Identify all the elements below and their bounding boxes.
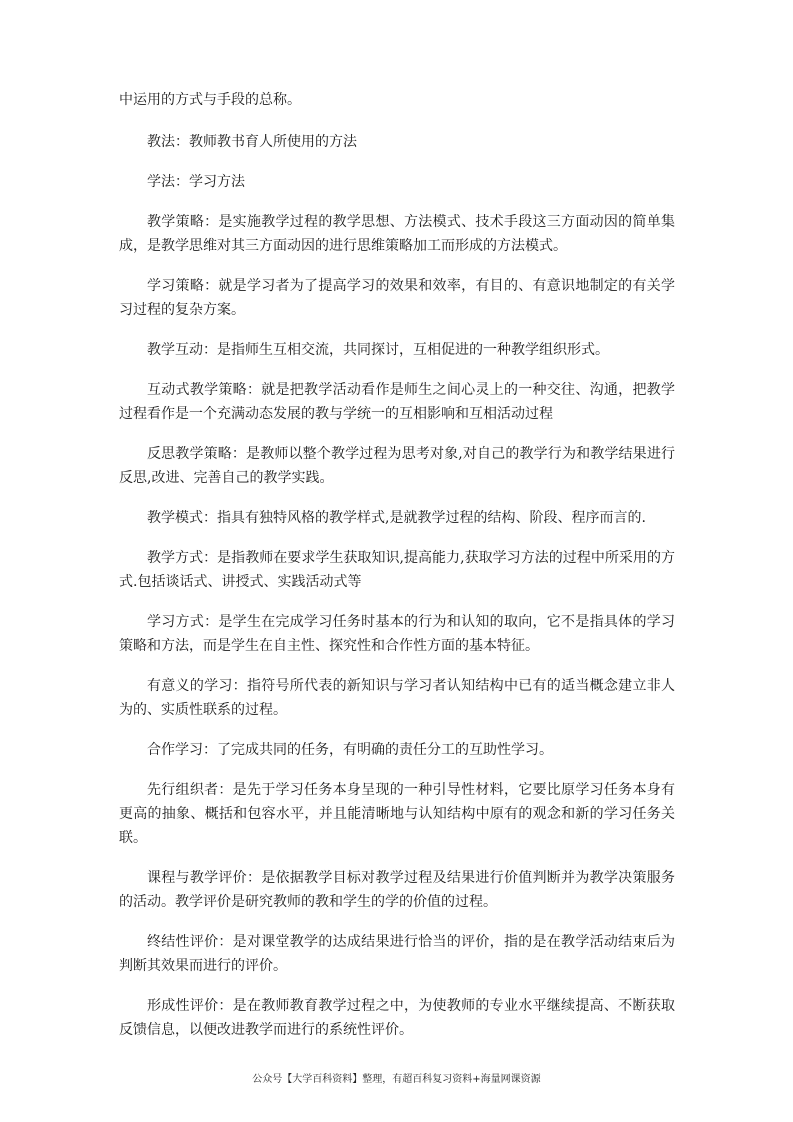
paragraph-curriculum-evaluation: 课程与教学评价：是依据教学目标对教学过程及结果进行价值判断并为教学决策服务的活动。教学评价是研究教师的教和学生的学的价值的过程。 [119, 870, 675, 910]
paragraph-teaching-mode: 教学方式：是指教师在要求学生获取知识,提高能力,获取学习方法的过程中所采用的方式.包括谈话式、讲授式、实践活动式等 [119, 550, 675, 590]
paragraph-learning-mode: 学习方式：是学生在完成学习任务时基本的行为和认知的取向，它不是指具体的学习策略和方法，而是学生在自主性、探究性和合作性方面的基本特征。 [119, 614, 675, 654]
paragraph-teaching-model: 教学模式：指具有独特风格的教学样式,是就教学过程的结构、阶段、程序而言的. [147, 510, 646, 526]
paragraph-meaningful-learning: 有意义的学习：指符号所代表的新知识与学习者认知结构中已有的适当概念建立非人为的、实质性联系的过程。 [119, 678, 675, 718]
paragraph-continuation: 中运用的方式与手段的总称。 [119, 92, 301, 108]
document-body [119, 88, 675, 1058]
page-footer: 公众号【大学百科资料】整理，有超百科复习资料+海量网课资源 [252, 1074, 541, 1085]
paragraph-interactive-strategy: 互动式教学策略：就是把教学活动看作是师生之间心灵上的一种交往、沟通，把教学过程看作是一个充满动态发展的教与学统一的互相影响和互相活动过程 [119, 382, 675, 422]
paragraph-formative-evaluation: 形成性评价：是在教师教育教学过程之中，为使教师的专业水平继续提高、不断获取反馈信息，以便改进教学而进行的系统性评价。 [119, 998, 675, 1038]
paragraph-summative-evaluation: 终结性评价：是对课堂教学的达成结果进行恰当的评价，指的是在教学活动结束后为判断其效果而进行的评价。 [119, 934, 675, 974]
paragraph-learning-strategy: 学习策略：就是学习者为了提高学习的效果和效率，有目的、有意识地制定的有关学习过程的复杂方案。 [119, 278, 675, 318]
paragraph-teaching-interaction: 教学互动：是指师生互相交流，共同探讨，互相促进的一种教学组织形式。 [147, 342, 609, 358]
paragraph-reflective-strategy: 反思教学策略：是教师以整个教学过程为思考对象,对自己的教学行为和教学结果进行反思,改进、完善自己的教学实践。 [119, 446, 675, 486]
paragraph-learning-method: 学法：学习方法 [147, 174, 245, 190]
paragraph-teaching-strategy: 教学策略：是实施教学过程的教学思想、方法模式、技术手段这三方面动因的简单集成，是教学思维对其三方面动因的进行思维策略加工而形成的方法模式。 [119, 214, 675, 254]
paragraph-advance-organizer: 先行组织者：是先于学习任务本身呈现的一种引导性材料，它要比原学习任务本身有更高的抽象、概括和包容水平，并且能清晰地与认知结构中原有的观念和新的学习任务关联。 [119, 782, 675, 846]
paragraph-cooperative-learning: 合作学习：了完成共同的任务，有明确的责任分工的互助性学习。 [147, 742, 553, 758]
paragraph-teaching-method: 教法：教师教书育人所使用的方法 [147, 134, 357, 150]
